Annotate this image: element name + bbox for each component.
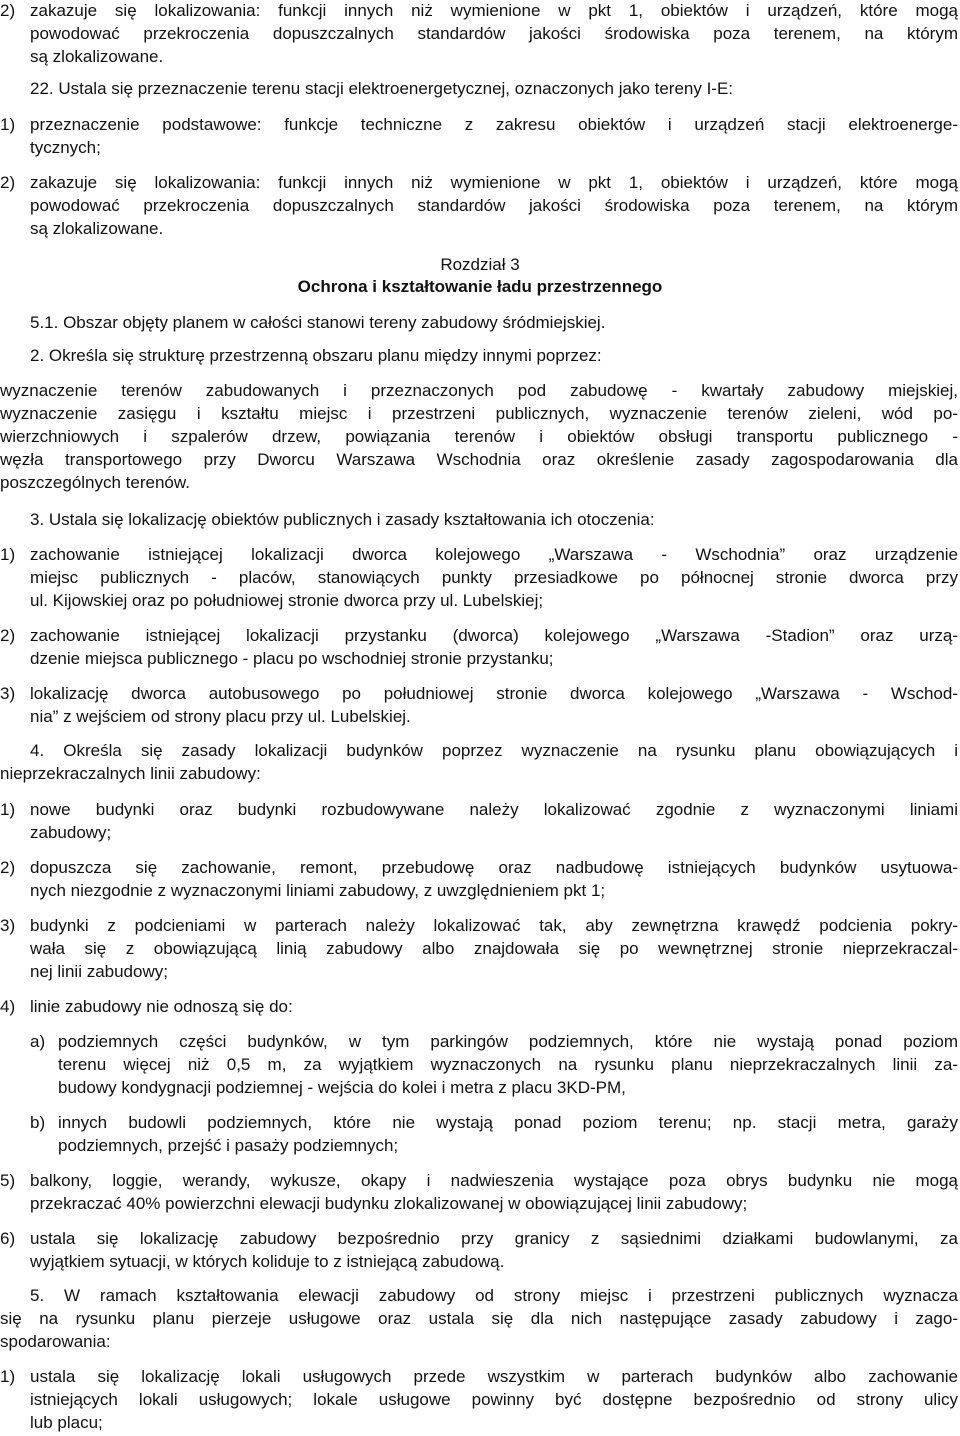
chapter-title: Ochrona i kształtowanie ładu przestrzennego <box>297 277 663 296</box>
chapter-label: Rozdział 3 <box>440 255 520 274</box>
section-2-heading: 2. Określa się strukturę przestrzenną obszaru planu między innymi poprzez: <box>30 346 602 365</box>
text-line: przeznaczenie podstawowe: funkcje techniczne z zakresu obiektów i urządzeń stacji elektroenerge- <box>30 115 958 134</box>
text-line: zachowanie istniejącej lokalizacji dworca kolejowego „Warszawa - Wschodnia” oraz urządzenie <box>30 545 958 564</box>
text-line: budowy kondygnacji podziemnej - wejścia do kolei i metra z placu 3KD-PM, <box>58 1078 626 1097</box>
list-number: 1) <box>0 545 16 564</box>
text-line: podziemnych, przejść i pasaży podziemnych; <box>58 1136 399 1155</box>
text-line: dzenie miejsca publicznego - placu po wschodniej stronie przystanku; <box>30 649 554 668</box>
list-number: 2) <box>0 173 16 192</box>
list-number: 1) <box>0 115 16 134</box>
text-line: poszczególnych terenów. <box>0 473 190 492</box>
text-line: nieprzekraczalnych linii zabudowy: <box>0 764 261 783</box>
text-line: lokalizację dworca autobusowego po południowej stronie dworca kolejowego „Warszawa - Wschod- <box>30 684 958 703</box>
text-line: zakazuje się lokalizowania: funkcji innych niż wymienione w pkt 1, obiektów i urządzeń, które mogą <box>30 173 958 192</box>
text-line: powodować przekroczenia dopuszczalnych standardów jakości środowiska poza terenem, na którym <box>30 24 958 43</box>
text-line: powodować przekroczenia dopuszczalnych standardów jakości środowiska poza terenem, na którym <box>30 196 958 215</box>
text-line: przekraczać 40% powierzchni elewacji budynku zlokalizowanej w obowiązującej linii zabudowy; <box>30 1194 748 1213</box>
text-line: nowe budynki oraz budynki rozbudowywane należy lokalizować zgodnie z wyznaczonymi liniami <box>30 800 958 819</box>
text-line: podziemnych części budynków, w tym parkingów podziemnych, które nie wystają ponad poziom <box>58 1032 958 1051</box>
list-letter: a) <box>30 1032 46 1051</box>
list-number: 3) <box>0 916 16 935</box>
list-number: 2) <box>0 626 16 645</box>
list-number: 1) <box>0 800 16 819</box>
paragraph-22: 22. Ustala się przeznaczenie terenu stacji elektroenergetycznej, oznaczonych jako tereny I-E: <box>30 79 734 98</box>
text-line: miejsc publicznych - placów, stanowiących punkty przesiadkowe po północnej stronie dworca przy <box>30 568 958 587</box>
list-number: 2) <box>0 858 16 877</box>
text-line: nej linii zabudowy; <box>30 962 168 981</box>
list-number: 3) <box>0 684 16 703</box>
text-line: się na rysunku planu pierzeje usługowe oraz ustala się dla nich następujące zasady zabudowy i zago- <box>0 1309 958 1328</box>
text-line: linie zabudowy nie odnoszą się do: <box>30 997 293 1016</box>
text-line: wyznaczenie zasięgu i kształtu miejsc i przestrzeni publicznych, wyznaczenie terenów zieleni, wód po- <box>0 404 958 423</box>
text-line: ustala się lokalizację zabudowy bezpośrednio przy granicy z sąsiednimi działkami budowlanymi, za <box>30 1229 958 1248</box>
text-line: innych budowli podziemnych, które nie wystają ponad poziom terenu; np. stacji metra, garaży <box>58 1113 958 1132</box>
text-line: zachowanie istniejącej lokalizacji przystanku (dworca) kolejowego „Warszawa -Stadion” oraz urzą- <box>30 626 958 645</box>
text-line: wyznaczenie terenów zabudowanych i przeznaczonych pod zabudowę - kwartały zabudowy miejskiej, <box>0 381 958 400</box>
text-line: wyjątkiem sytuacji, w których koliduje to z istniejącą zabudową. <box>30 1252 505 1271</box>
text-line: balkony, loggie, werandy, wykusze, okapy i nadwieszenia wystające poza obrys budynku nie mogą <box>30 1171 958 1190</box>
list-number: 1) <box>0 1367 16 1386</box>
text-line: węzła transportowego przy Dworcu Warszawa Wschodnia oraz określenie zasady zagospodarowania dla <box>0 450 958 469</box>
text-line: nych niezgodnie z wyznaczonymi liniami zabudowy, z uwzględnieniem pkt 1; <box>30 881 606 900</box>
text-line: wała się z obowiązującą linią zabudowy albo znajdowała się po wewnętrznej stronie nieprzekraczal- <box>30 939 958 958</box>
text-line: 5. W ramach kształtowania elewacji zabudowy od strony miejsc i przestrzeni publicznych wyznacza <box>30 1286 958 1305</box>
list-number: 5) <box>0 1171 16 1190</box>
section-5-1: 5.1. Obszar objęty planem w całości stanowi tereny zabudowy śródmiejskiej. <box>30 313 606 332</box>
text-line: istniejących lokali usługowych; lokale usługowe powinny być dostępne bezpośrednio od strony ulicy <box>30 1390 958 1409</box>
section-3-heading: 3. Ustala się lokalizację obiektów publicznych i zasady kształtowania ich otoczenia: <box>30 510 655 529</box>
text-line: lub placu; <box>30 1413 103 1432</box>
text-line: terenu więcej niż 0,5 m, za wyjątkiem wyznaczonych na rysunku planu nieprzekraczalnych linii za- <box>58 1055 958 1074</box>
text-line: są zlokalizowane. <box>30 47 164 66</box>
text-line: tycznych; <box>30 138 101 157</box>
text-line: ul. Kijowskiej oraz po południowej stronie dworca przy ul. Lubelskiej; <box>30 591 544 610</box>
list-number: 2) <box>0 1 16 20</box>
text-line: ustala się lokalizację lokali usługowych przede wszystkim w parterach budynków albo zachowanie <box>30 1367 958 1386</box>
text-line: 4. Określa się zasady lokalizacji budynków poprzez wyznaczenie na rysunku planu obowiązujących i <box>30 741 958 760</box>
text-line: zakazuje się lokalizowania: funkcji innych niż wymienione w pkt 1, obiektów i urządzeń, które mogą <box>30 1 958 20</box>
text-line: wierzchniowych i szpalerów drzew, powiązania terenów i obiektów obsługi transportu publicznego - <box>0 427 958 446</box>
text-line: są zlokalizowane. <box>30 219 164 238</box>
text-line: dopuszcza się zachowanie, remont, przebudowę oraz nadbudowę istniejących budynków usytuowa- <box>30 858 958 877</box>
list-letter: b) <box>30 1113 46 1132</box>
text-line: nia” z wejściem od strony placu przy ul. Lubelskiej. <box>30 707 411 726</box>
text-line: spodarowania: <box>0 1332 111 1351</box>
list-number: 4) <box>0 997 16 1016</box>
list-number: 6) <box>0 1229 16 1248</box>
text-line: budynki z podcieniami w parterach należy lokalizować tak, aby zewnętrzna krawędź podcienia pokry- <box>30 916 958 935</box>
text-line: zabudowy; <box>30 823 112 842</box>
